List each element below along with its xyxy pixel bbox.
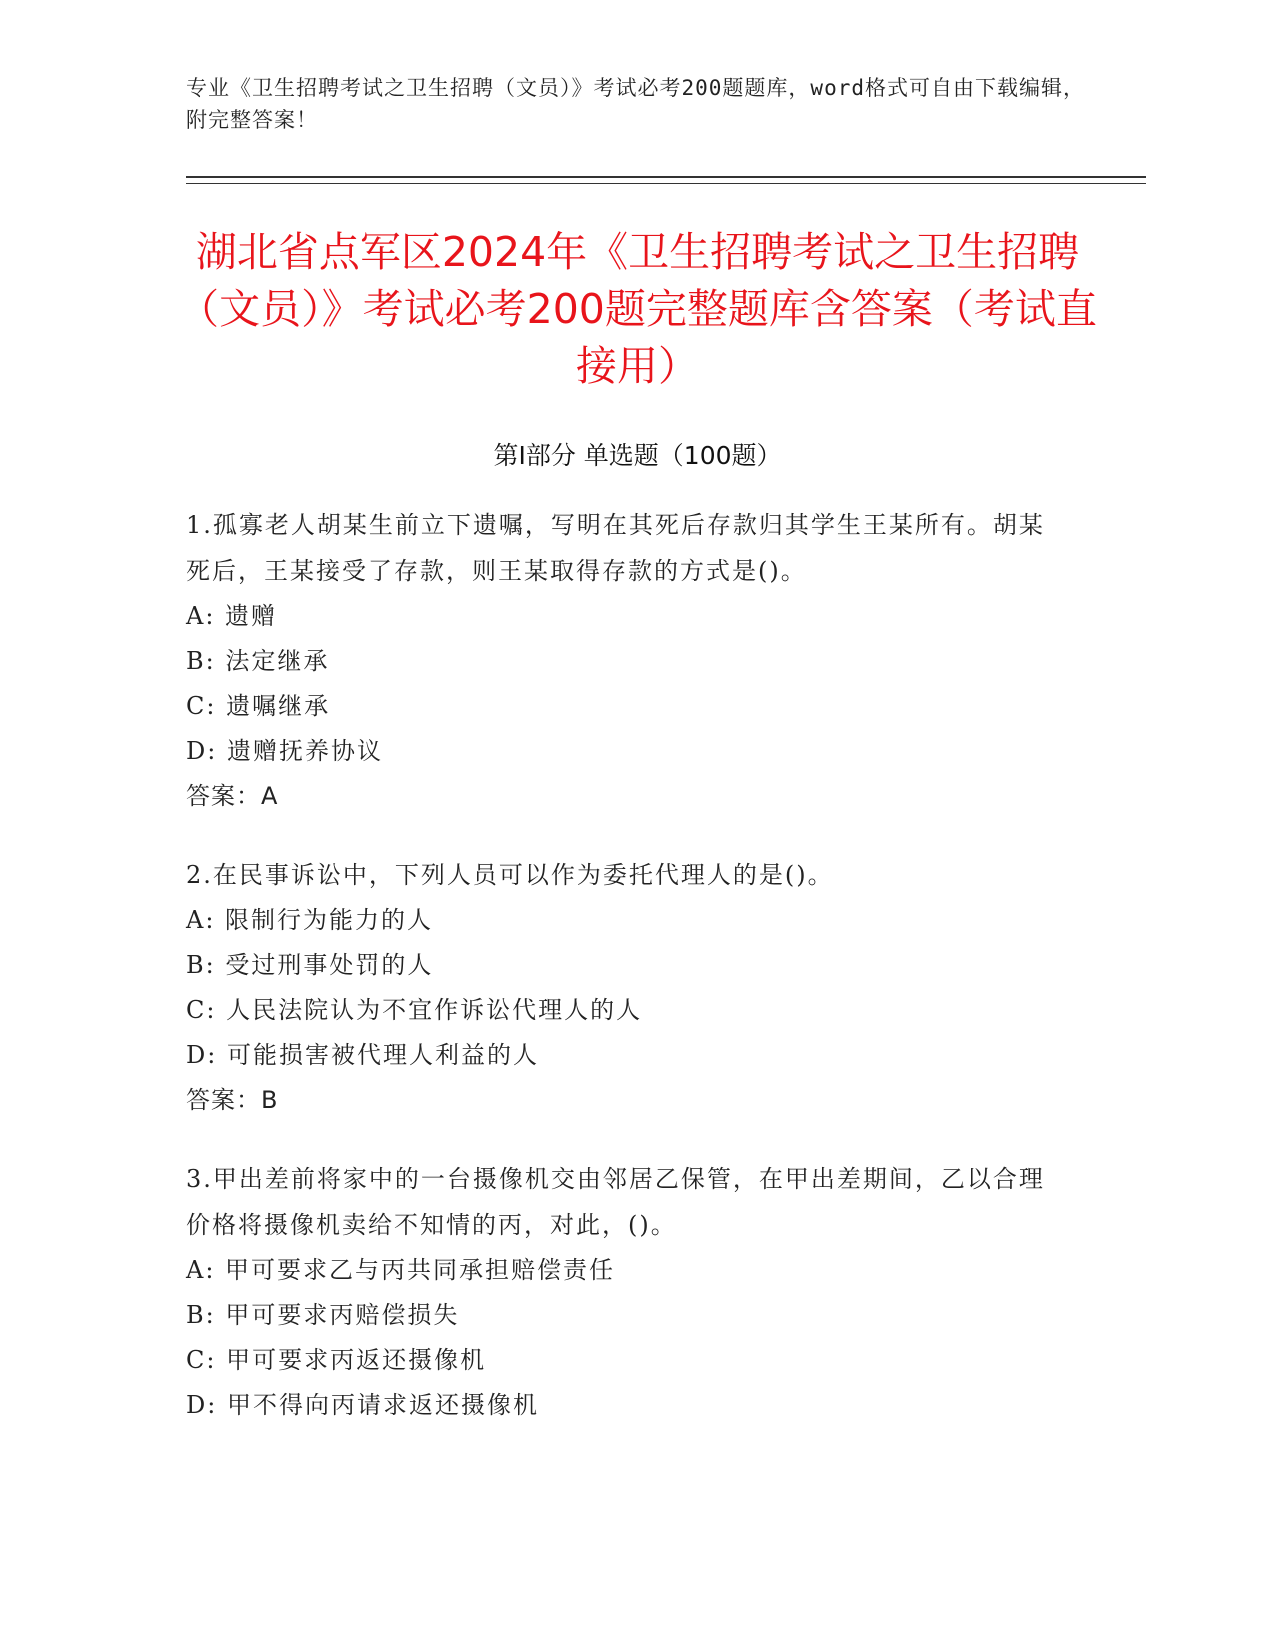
header-rule-thick bbox=[186, 176, 1146, 178]
option-a: A: 甲可要求乙与丙共同承担赔偿责任 bbox=[186, 1256, 616, 1284]
section-title: 第Ⅰ部分 单选题（100题） bbox=[493, 441, 782, 470]
document-title: 湖北省点军区2024年《卫生招聘考试之卫生招聘（文员）》考试必考200题完整题库含答案（考试直接用） bbox=[178, 228, 1097, 390]
answer: 答案：B bbox=[186, 1086, 279, 1114]
question-stem: 3.甲出差前将家中的一台摄像机交由邻居乙保管，在甲出差期间，乙以合理价格将摄像机卖给不知情的丙，对此，()。 bbox=[186, 1165, 1045, 1239]
option-d: D: 甲不得向丙请求返还摄像机 bbox=[186, 1391, 539, 1419]
option-a: A: 限制行为能力的人 bbox=[186, 906, 434, 934]
option-b: B: 法定继承 bbox=[186, 647, 330, 675]
option-d: D: 可能损害被代理人利益的人 bbox=[186, 1041, 539, 1069]
option-b: B: 甲可要求丙赔偿损失 bbox=[186, 1301, 460, 1329]
header-rule-thin bbox=[186, 183, 1146, 184]
option-a: A: 遗赠 bbox=[186, 602, 278, 630]
answer: 答案：A bbox=[186, 782, 279, 810]
question-3 bbox=[186, 1156, 1066, 1428]
header-note: 专业《卫生招聘考试之卫生招聘（文员）》考试必考200题题库，word格式可自由下载编辑，附完整答案！ bbox=[186, 76, 1085, 132]
question-1 bbox=[186, 502, 1066, 819]
question-2 bbox=[186, 852, 1066, 1123]
option-c: C: 甲可要求丙返还摄像机 bbox=[186, 1346, 487, 1374]
option-c: C: 遗嘱继承 bbox=[186, 692, 331, 720]
question-stem: 2.在民事诉讼中，下列人员可以作为委托代理人的是()。 bbox=[186, 861, 834, 889]
question-stem: 1.孤寡老人胡某生前立下遗嘱，写明在其死后存款归其学生王某所有。胡某死后，王某接受了存款，则王某取得存款的方式是()。 bbox=[186, 511, 1045, 585]
option-d: D: 遗赠抚养协议 bbox=[186, 737, 383, 765]
option-c: C: 人民法院认为不宜作诉讼代理人的人 bbox=[186, 996, 643, 1024]
option-b: B: 受过刑事处罚的人 bbox=[186, 951, 434, 979]
